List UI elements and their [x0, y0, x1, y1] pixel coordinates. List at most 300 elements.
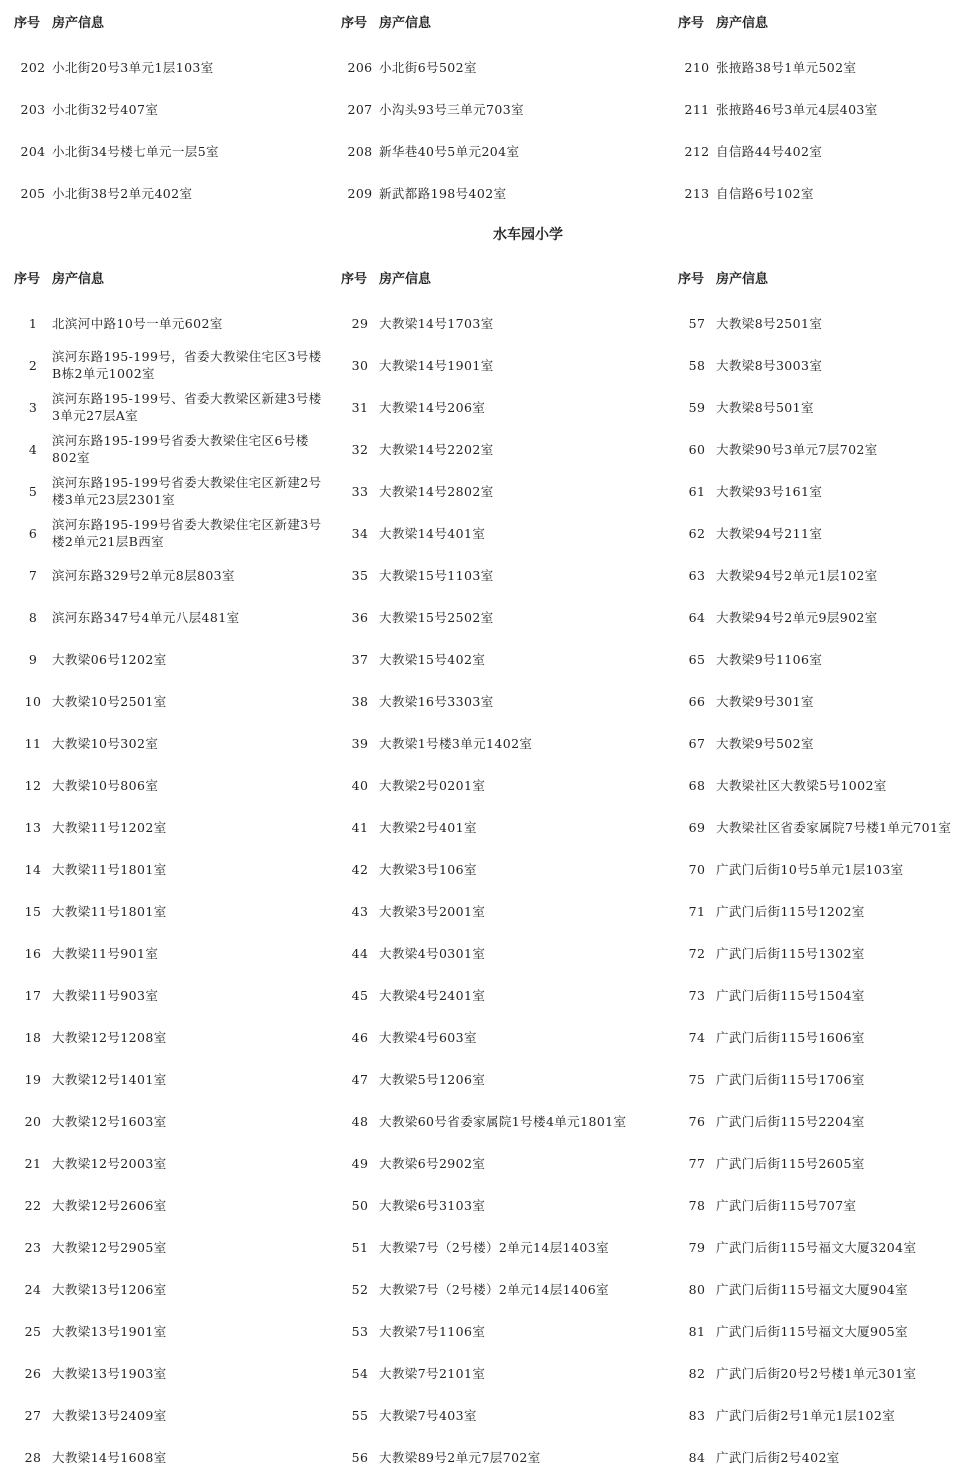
property-info: 大教梁3号2001室 [379, 903, 486, 919]
property-info: 广武门后街115号1302室 [716, 945, 865, 961]
row-number: 34 [351, 525, 369, 541]
row-number: 204 [20, 143, 46, 159]
property-info: 滨河东路195-199号省委大教梁住宅区新建2号楼3单元23层2301室 [52, 475, 322, 507]
table-row [341, 596, 494, 638]
row-number: 70 [688, 861, 706, 877]
row-number: 54 [351, 1365, 369, 1381]
table-row [341, 680, 494, 722]
header-info: 房产信息 [379, 272, 432, 287]
table-row [341, 1352, 485, 1394]
property-info: 广武门后街115号2605室 [716, 1155, 865, 1171]
table-row [14, 302, 223, 344]
table-row [14, 470, 322, 512]
property-info: 大教梁8号501室 [716, 399, 814, 415]
property-info: 广武门后街20号2号楼1单元301室 [716, 1365, 917, 1381]
row-number: 49 [351, 1155, 369, 1171]
property-info: 广武门后街115号1504室 [716, 987, 865, 1003]
property-info: 自信路6号102室 [716, 185, 814, 201]
table-row [341, 386, 485, 428]
property-info: 广武门后街10号5单元1层103室 [716, 861, 904, 877]
row-number: 30 [351, 357, 369, 373]
table-row [14, 1268, 167, 1310]
header-no: 序号 [678, 16, 705, 31]
row-number: 81 [688, 1323, 706, 1339]
property-info: 小北街38号2单元402室 [52, 185, 193, 201]
property-info: 大教梁13号1206室 [52, 1281, 167, 1297]
row-number: 76 [688, 1113, 706, 1129]
row-number: 73 [688, 987, 706, 1003]
row-number: 60 [688, 441, 706, 457]
property-info: 大教梁12号2003室 [52, 1155, 167, 1171]
row-number: 72 [688, 945, 706, 961]
table-header-row [0, 0, 976, 42]
row-number: 71 [688, 903, 706, 919]
row-number: 37 [351, 651, 369, 667]
table-row [678, 1310, 908, 1352]
table-row [14, 1352, 167, 1394]
table-row [341, 722, 532, 764]
row-number: 46 [351, 1029, 369, 1045]
table-header-row [0, 256, 976, 298]
property-info: 大教梁11号1202室 [52, 819, 167, 835]
row-number: 12 [24, 777, 42, 793]
property-info: 滨河东路347号4单元八层481室 [52, 609, 240, 625]
property-info: 大教梁9号1106室 [716, 651, 823, 667]
property-info: 滨河东路195-199号，省委大教梁住宅区3号楼B栋2单元1002室 [52, 349, 322, 381]
row-number: 209 [347, 185, 373, 201]
table-row [341, 1310, 485, 1352]
table-row [678, 130, 822, 172]
table-row [678, 172, 814, 214]
property-info: 大教梁6号2902室 [379, 1155, 486, 1171]
table-row [341, 1184, 485, 1226]
table-row [341, 638, 485, 680]
row-number: 8 [28, 609, 38, 625]
table-row [678, 88, 878, 130]
row-number: 59 [688, 399, 706, 415]
property-info: 大教梁10号302室 [52, 735, 159, 751]
row-number: 36 [351, 609, 369, 625]
table-row [14, 1058, 167, 1100]
row-number: 64 [688, 609, 706, 625]
table-row [341, 1226, 609, 1268]
row-number: 7 [28, 567, 38, 583]
property-info: 大教梁93号161室 [716, 483, 823, 499]
table-row [678, 596, 878, 638]
property-info: 大教梁9号301室 [716, 693, 814, 709]
column-group-header [14, 0, 104, 42]
property-info: 大教梁11号901室 [52, 945, 159, 961]
table-row [14, 46, 214, 88]
property-info: 大教梁14号401室 [379, 525, 486, 541]
property-info: 张掖路38号1单元502室 [716, 59, 857, 75]
property-info: 大教梁89号2单元7层702室 [379, 1449, 541, 1465]
row-number: 210 [684, 59, 710, 75]
row-number: 51 [351, 1239, 369, 1255]
property-info: 大教梁4号603室 [379, 1029, 477, 1045]
table-row [14, 932, 158, 974]
row-number: 66 [688, 693, 706, 709]
school-title: 水车园小学 [493, 227, 563, 243]
row-number: 74 [688, 1029, 706, 1045]
header-info: 房产信息 [379, 16, 432, 31]
header-no: 序号 [341, 16, 368, 31]
property-info: 新华巷40号5单元204室 [379, 143, 520, 159]
table-row [678, 554, 878, 596]
row-number: 21 [24, 1155, 42, 1171]
row-number: 83 [688, 1407, 706, 1423]
property-info: 广武门后街115号1202室 [716, 903, 865, 919]
table-row [14, 974, 158, 1016]
table-row [678, 386, 814, 428]
row-number: 208 [347, 143, 373, 159]
table-row [14, 806, 167, 848]
row-number: 213 [684, 185, 710, 201]
property-info: 大教梁12号1401室 [52, 1071, 167, 1087]
row-number: 202 [20, 59, 46, 75]
table-row [678, 806, 951, 848]
table-row [14, 1016, 167, 1058]
table-row [678, 46, 856, 88]
header-no: 序号 [341, 272, 368, 287]
property-info: 张掖路46号3单元4层403室 [716, 101, 878, 117]
row-number: 28 [24, 1449, 42, 1465]
row-number: 4 [28, 441, 38, 457]
table-row [341, 806, 477, 848]
property-info: 大教梁10号2501室 [52, 693, 167, 709]
row-number: 15 [24, 903, 42, 919]
property-info: 广武门后街115号2204室 [716, 1113, 865, 1129]
table-row [678, 722, 814, 764]
table-row [678, 890, 865, 932]
row-number: 57 [688, 315, 706, 331]
property-info: 大教梁15号1103室 [379, 567, 494, 583]
row-number: 62 [688, 525, 706, 541]
row-number: 80 [688, 1281, 706, 1297]
table-row [341, 428, 494, 470]
property-info: 大教梁11号903室 [52, 987, 159, 1003]
property-info: 小北街20号3单元1层103室 [52, 59, 214, 75]
row-number: 20 [24, 1113, 42, 1129]
header-info: 房产信息 [52, 272, 105, 287]
table-row [14, 848, 167, 890]
header-info: 房产信息 [716, 272, 769, 287]
table-row [341, 470, 494, 512]
table-row [341, 1058, 485, 1100]
table-row [341, 554, 494, 596]
table-row [678, 470, 822, 512]
table-row [341, 932, 485, 974]
row-number: 75 [688, 1071, 706, 1087]
row-number: 42 [351, 861, 369, 877]
table-row [341, 974, 485, 1016]
property-info: 大教梁2号401室 [379, 819, 477, 835]
table-row [14, 764, 158, 806]
row-number: 18 [24, 1029, 42, 1045]
table-row [678, 932, 865, 974]
section-1 [0, 0, 976, 201]
property-info: 大教梁15号2502室 [379, 609, 494, 625]
table-row [341, 46, 477, 88]
row-number: 77 [688, 1155, 706, 1171]
property-info: 大教梁14号1608室 [52, 1449, 167, 1465]
row-number: 9 [28, 651, 38, 667]
table-row [341, 172, 507, 214]
table-row [14, 386, 322, 428]
property-info: 滨河东路195-199号省委大教梁住宅区6号楼802室 [52, 433, 309, 465]
row-number: 58 [688, 357, 706, 373]
table-row [341, 344, 494, 386]
property-info: 大教梁11号1801室 [52, 861, 167, 877]
property-info: 大教梁1号楼3单元1402室 [379, 735, 533, 751]
property-info: 大教梁14号1901室 [379, 357, 494, 373]
table-row [14, 722, 158, 764]
row-number: 35 [351, 567, 369, 583]
table-row [14, 1100, 167, 1142]
table-row [678, 1184, 856, 1226]
row-number: 203 [20, 101, 46, 117]
row-number: 55 [351, 1407, 369, 1423]
property-info: 大教梁7号2101室 [379, 1365, 486, 1381]
row-number: 68 [688, 777, 706, 793]
header-no: 序号 [14, 272, 41, 287]
row-number: 25 [24, 1323, 42, 1339]
table-row [678, 1226, 916, 1268]
table-row [341, 512, 485, 554]
table-row [678, 1352, 916, 1394]
row-number: 29 [351, 315, 369, 331]
property-info: 大教梁16号3303室 [379, 693, 494, 709]
row-number: 67 [688, 735, 706, 751]
table-row [14, 512, 322, 554]
row-number: 26 [24, 1365, 42, 1381]
row-number: 41 [351, 819, 369, 835]
row-number: 38 [351, 693, 369, 709]
table-row [14, 680, 167, 722]
row-number: 61 [688, 483, 706, 499]
property-info: 大教梁4号0301室 [379, 945, 486, 961]
table-row [341, 848, 477, 890]
property-info: 大教梁94号211室 [716, 525, 823, 541]
table-row [678, 1016, 865, 1058]
property-info: 广武门后街115号福文大厦905室 [716, 1323, 909, 1339]
property-info: 大教梁14号2202室 [379, 441, 494, 457]
table-row [341, 1394, 477, 1436]
table-row [678, 638, 822, 680]
row-number: 69 [688, 819, 706, 835]
property-info: 大教梁14号206室 [379, 399, 486, 415]
row-number: 84 [688, 1449, 706, 1465]
table-row [341, 1100, 626, 1142]
property-info: 广武门后街115号福文大厦3204室 [716, 1239, 917, 1255]
table-row [341, 1436, 541, 1478]
row-number: 13 [24, 819, 42, 835]
row-number: 44 [351, 945, 369, 961]
property-info: 新武都路198号402室 [379, 185, 507, 201]
table-row [678, 1436, 840, 1478]
property-info: 大教梁13号2409室 [52, 1407, 167, 1423]
row-number: 17 [24, 987, 42, 1003]
row-number: 5 [28, 483, 38, 499]
row-number: 205 [20, 185, 46, 201]
property-info: 滨河东路195-199号、省委大教梁区新建3号楼3单元27层A室 [52, 391, 322, 423]
property-info: 广武门后街115号1706室 [716, 1071, 865, 1087]
row-number: 50 [351, 1197, 369, 1213]
row-number: 1 [28, 315, 38, 331]
row-number: 212 [684, 143, 710, 159]
property-info: 大教梁4号2401室 [379, 987, 486, 1003]
row-number: 10 [24, 693, 42, 709]
property-info: 大教梁8号2501室 [716, 315, 823, 331]
row-number: 43 [351, 903, 369, 919]
table-row [14, 428, 322, 470]
table-row [678, 764, 887, 806]
table-row [341, 130, 519, 172]
table-row [678, 302, 822, 344]
column-group-header [341, 0, 431, 42]
table-row [14, 1394, 167, 1436]
property-info: 大教梁10号806室 [52, 777, 159, 793]
property-info: 大教梁12号1208室 [52, 1029, 167, 1045]
property-info: 大教梁06号1202室 [52, 651, 167, 667]
column-group-header [678, 0, 768, 42]
property-info: 大教梁13号1903室 [52, 1365, 167, 1381]
table-row [678, 680, 814, 722]
property-info: 大教梁13号1901室 [52, 1323, 167, 1339]
property-info: 大教梁14号2802室 [379, 483, 494, 499]
property-info: 大教梁2号0201室 [379, 777, 486, 793]
table-row [14, 344, 322, 386]
table-row [341, 890, 485, 932]
row-number: 52 [351, 1281, 369, 1297]
row-number: 48 [351, 1113, 369, 1129]
row-number: 45 [351, 987, 369, 1003]
table-row [14, 1226, 167, 1268]
property-info: 小沟头93号三单元703室 [379, 101, 524, 117]
property-info: 大教梁60号省委家属院1号楼4单元1801室 [379, 1113, 627, 1129]
table-row [341, 764, 485, 806]
table-row [678, 1394, 895, 1436]
row-number: 2 [28, 357, 38, 373]
row-number: 53 [351, 1323, 369, 1339]
property-info: 大教梁11号1801室 [52, 903, 167, 919]
property-info: 滨河东路329号2单元8层803室 [52, 567, 235, 583]
row-number: 65 [688, 651, 706, 667]
property-info: 大教梁7号403室 [379, 1407, 477, 1423]
row-number: 14 [24, 861, 42, 877]
property-info: 小北街34号楼七单元一层5室 [52, 143, 219, 159]
table-row [678, 848, 903, 890]
row-number: 39 [351, 735, 369, 751]
property-info: 广武门后街115号福文大厦904室 [716, 1281, 909, 1297]
header-no: 序号 [14, 16, 41, 31]
property-info: 大教梁7号（2号楼）2单元14层1406室 [379, 1281, 609, 1297]
table-row [678, 1268, 908, 1310]
row-number: 79 [688, 1239, 706, 1255]
table-row [678, 1142, 865, 1184]
row-number: 206 [347, 59, 373, 75]
property-info: 大教梁社区大教梁5号1002室 [716, 777, 887, 793]
table-row [14, 1310, 167, 1352]
table-row [678, 974, 865, 1016]
property-info: 北滨河中路10号一单元602室 [52, 315, 223, 331]
row-number: 6 [28, 525, 38, 541]
row-number: 16 [24, 945, 42, 961]
property-info: 大教梁90号3单元7层702室 [716, 441, 878, 457]
property-info: 大教梁6号3103室 [379, 1197, 486, 1213]
row-number: 24 [24, 1281, 42, 1297]
table-row [14, 88, 158, 130]
row-number: 40 [351, 777, 369, 793]
table-row [14, 554, 235, 596]
property-info: 广武门后街2号402室 [716, 1449, 840, 1465]
row-number: 33 [351, 483, 369, 499]
table-row [14, 596, 239, 638]
property-info: 大教梁15号402室 [379, 651, 486, 667]
table-row [341, 1016, 477, 1058]
row-number: 3 [28, 399, 38, 415]
property-info: 广武门后街115号1606室 [716, 1029, 865, 1045]
table-row [678, 344, 822, 386]
property-info: 小北街6号502室 [379, 59, 477, 75]
table-row [14, 638, 167, 680]
table-row [14, 1184, 167, 1226]
table-row [678, 512, 822, 554]
section-2 [0, 256, 976, 1465]
property-info: 大教梁7号1106室 [379, 1323, 486, 1339]
row-number: 31 [351, 399, 369, 415]
property-info: 大教梁7号（2号楼）2单元14层1403室 [379, 1239, 609, 1255]
row-number: 11 [24, 735, 42, 751]
table-row [678, 428, 878, 470]
column-group-header [341, 256, 431, 298]
property-info: 大教梁社区省委家属院7号楼1单元701室 [716, 819, 952, 835]
table-row [14, 172, 192, 214]
table-row [678, 1058, 865, 1100]
row-number: 78 [688, 1197, 706, 1213]
property-info: 大教梁9号502室 [716, 735, 814, 751]
header-no: 序号 [678, 272, 705, 287]
column-group-header [14, 256, 104, 298]
table-row [14, 1436, 167, 1478]
table-row [14, 890, 167, 932]
table-row [341, 1268, 609, 1310]
column-group-header [678, 256, 768, 298]
header-info: 房产信息 [52, 16, 105, 31]
header-info: 房产信息 [716, 16, 769, 31]
property-info: 大教梁14号1703室 [379, 315, 494, 331]
row-number: 22 [24, 1197, 42, 1213]
property-info: 大教梁5号1206室 [379, 1071, 486, 1087]
row-number: 23 [24, 1239, 42, 1255]
row-number: 56 [351, 1449, 369, 1465]
property-info: 小北街32号407室 [52, 101, 159, 117]
row-number: 63 [688, 567, 706, 583]
row-number: 207 [347, 101, 373, 117]
row-number: 211 [684, 101, 710, 117]
row-number: 32 [351, 441, 369, 457]
property-info: 广武门后街2号1单元1层102室 [716, 1407, 896, 1423]
row-number: 19 [24, 1071, 42, 1087]
table-row [14, 1142, 167, 1184]
row-number: 27 [24, 1407, 42, 1423]
property-info: 大教梁12号1603室 [52, 1113, 167, 1129]
property-info: 大教梁94号2单元9层902室 [716, 609, 878, 625]
row-number: 47 [351, 1071, 369, 1087]
table-row [678, 1100, 865, 1142]
property-info: 大教梁12号2905室 [52, 1239, 167, 1255]
property-info: 大教梁3号106室 [379, 861, 477, 877]
